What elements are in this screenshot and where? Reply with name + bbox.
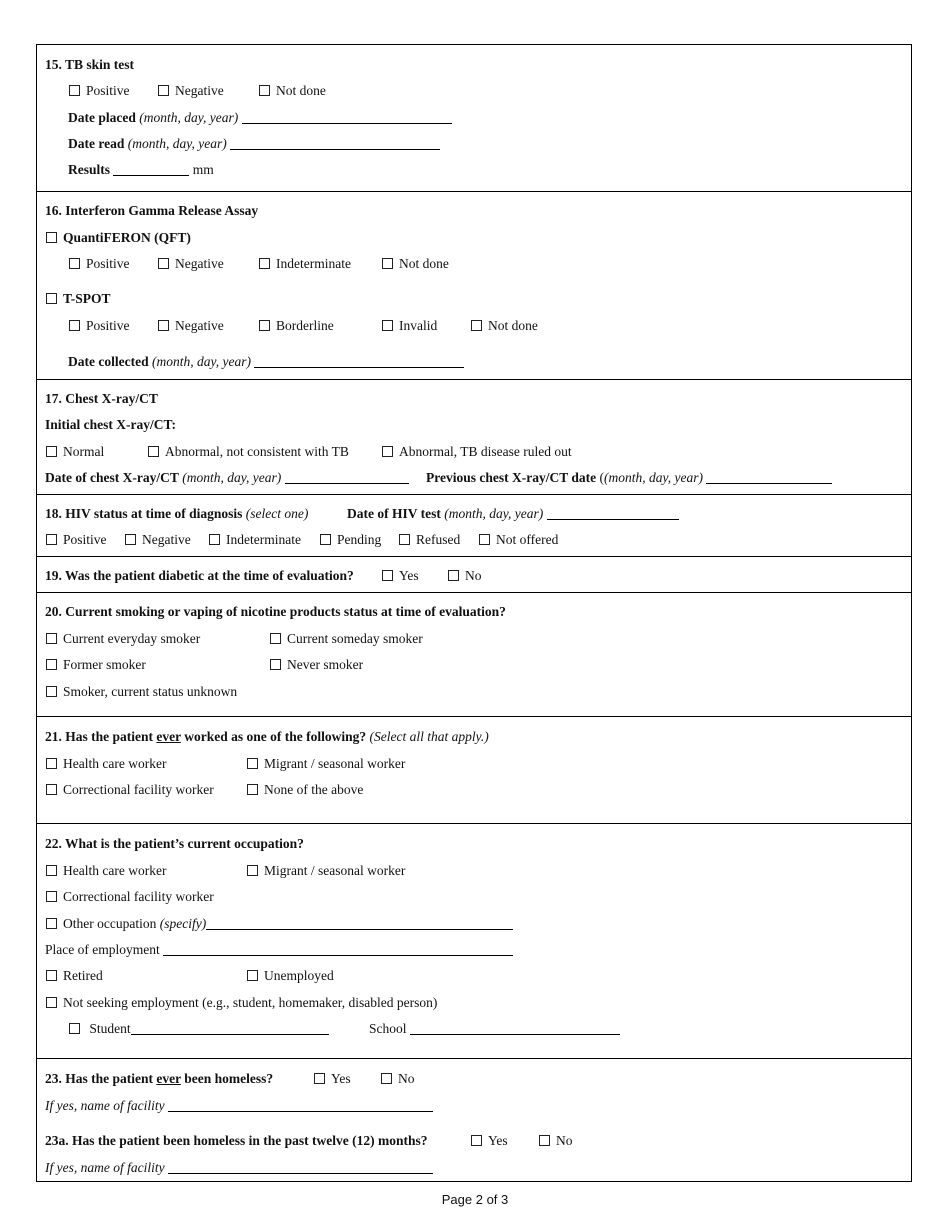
s16-tspot-negative-checkbox[interactable]: Negative — [158, 318, 224, 334]
s15-not-done-checkbox[interactable]: Not done — [259, 83, 326, 99]
checkbox-icon — [209, 534, 220, 545]
checkbox-icon — [46, 686, 57, 697]
s17-previous-date-field[interactable]: Previous chest X-ray/CT date ((month, day, year) — [426, 470, 832, 486]
checkbox-icon — [46, 970, 57, 981]
checkbox-icon — [259, 85, 270, 96]
s18-positive-checkbox[interactable]: Positive — [46, 532, 107, 548]
blank-line — [206, 917, 513, 930]
page-footer: Page 2 of 3 — [441, 1192, 509, 1207]
checkbox-icon — [247, 970, 258, 981]
s18-negative-checkbox[interactable]: Negative — [125, 532, 191, 548]
section-17 — [37, 379, 911, 494]
s18-title: 18. HIV status at time of diagnosis — [45, 506, 243, 521]
s22-title: 22. What is the patient’s current occupation? — [45, 836, 304, 851]
s21-correctional-checkbox[interactable]: Correctional facility worker — [46, 782, 214, 798]
s18-pending-checkbox[interactable]: Pending — [320, 532, 381, 548]
s19-yes-checkbox[interactable]: Yes — [382, 568, 419, 584]
s23-yes-checkbox[interactable]: Yes — [314, 1071, 351, 1087]
checkbox-icon — [399, 534, 410, 545]
s22-correctional-checkbox[interactable]: Correctional facility worker — [46, 889, 214, 905]
checkbox-icon — [259, 258, 270, 269]
s16-qft-indeterminate-checkbox[interactable]: Indeterminate — [259, 256, 351, 272]
s20-never-smoker-checkbox[interactable]: Never smoker — [270, 657, 363, 673]
checkbox-icon — [69, 85, 80, 96]
s16-tspot-invalid-checkbox[interactable]: Invalid — [382, 318, 437, 334]
checkbox-icon — [247, 758, 258, 769]
s15-date-read-field[interactable]: Date read (month, day, year) — [68, 136, 440, 152]
s20-former-smoker-checkbox[interactable]: Former smoker — [46, 657, 146, 673]
checkbox-icon — [46, 232, 57, 243]
section-20 — [37, 592, 911, 716]
checkbox-icon — [247, 865, 258, 876]
s22-not-seeking-checkbox[interactable]: Not seeking employment (e.g., student, homemaker, disabled person) — [46, 995, 437, 1011]
blank-line — [410, 1022, 620, 1035]
checkbox-icon — [46, 918, 57, 929]
s21-migrant-checkbox[interactable]: Migrant / seasonal worker — [247, 756, 405, 772]
s17-abnormal-not-tb-checkbox[interactable]: Abnormal, not consistent with TB — [148, 444, 349, 460]
s22-unemployed-checkbox[interactable]: Unemployed — [247, 968, 334, 984]
s18-refused-checkbox[interactable]: Refused — [399, 532, 460, 548]
s23-facility-field[interactable]: If yes, name of facility — [45, 1098, 433, 1114]
checkbox-icon — [46, 659, 57, 670]
s18-indeterminate-checkbox[interactable]: Indeterminate — [209, 532, 301, 548]
s16-tspot-positive-checkbox[interactable]: Positive — [69, 318, 130, 334]
s23-title: 23. Has the patient ever been homeless? — [45, 1071, 274, 1086]
s15-positive-checkbox[interactable]: Positive — [69, 83, 130, 99]
s22-health-care-checkbox[interactable]: Health care worker — [46, 863, 166, 879]
section-21 — [37, 716, 911, 823]
checkbox-icon — [69, 1023, 80, 1034]
s20-unknown-status-checkbox[interactable]: Smoker, current status unknown — [46, 684, 237, 700]
s16-qft-negative-checkbox[interactable]: Negative — [158, 256, 224, 272]
checkbox-icon — [270, 659, 281, 670]
blank-line — [230, 137, 440, 150]
checkbox-icon — [382, 570, 393, 581]
s16-tspot-checkbox[interactable]: T-SPOT — [46, 291, 111, 307]
s23-no-checkbox[interactable]: No — [381, 1071, 415, 1087]
checkbox-icon — [158, 258, 169, 269]
s18-not-offered-checkbox[interactable]: Not offered — [479, 532, 558, 548]
checkbox-icon — [382, 258, 393, 269]
s17-subtitle: Initial chest X-ray/CT: — [45, 417, 176, 432]
checkbox-icon — [46, 446, 57, 457]
s16-qft-not-done-checkbox[interactable]: Not done — [382, 256, 449, 272]
s23a-facility-field[interactable]: If yes, name of facility — [45, 1160, 433, 1176]
s22-migrant-checkbox[interactable]: Migrant / seasonal worker — [247, 863, 405, 879]
checkbox-icon — [270, 633, 281, 644]
checkbox-icon — [479, 534, 490, 545]
s19-title: 19. Was the patient diabetic at the time of evaluation? — [45, 568, 354, 583]
checkbox-icon — [448, 570, 459, 581]
s17-date-field[interactable]: Date of chest X-ray/CT (month, day, year) — [45, 470, 409, 486]
checkbox-icon — [471, 320, 482, 331]
s16-tspot-not-done-checkbox[interactable]: Not done — [471, 318, 538, 334]
s17-abnormal-ruled-out-checkbox[interactable]: Abnormal, TB disease ruled out — [382, 444, 572, 460]
checkbox-icon — [46, 534, 57, 545]
s22-place-of-employment-field[interactable]: Place of employment — [45, 942, 513, 958]
section-18: 18. HIV status at time of diagnosis (select one) Date of HIV test (month, day, year) Positive Negative Indeterminate Pending Refused Not offered — [37, 494, 911, 556]
blank-line — [285, 471, 409, 484]
s16-tspot-borderline-checkbox[interactable]: Borderline — [259, 318, 334, 334]
checkbox-icon — [158, 320, 169, 331]
checkbox-icon — [247, 784, 258, 795]
blank-line — [254, 355, 464, 368]
checkbox-icon — [46, 633, 57, 644]
s15-negative-checkbox[interactable]: Negative — [158, 83, 224, 99]
checkbox-icon — [46, 758, 57, 769]
checkbox-icon — [382, 320, 393, 331]
s17-title: 17. Chest X-ray/CT — [45, 391, 158, 406]
s22-student-field[interactable]: Student — [69, 1021, 329, 1037]
checkbox-icon — [320, 534, 331, 545]
blank-line — [547, 507, 679, 520]
s23a-no-checkbox[interactable]: No — [539, 1133, 573, 1149]
checkbox-icon — [539, 1135, 550, 1146]
s21-none-checkbox[interactable]: None of the above — [247, 782, 363, 798]
checkbox-icon — [381, 1073, 392, 1084]
section-23 — [37, 1058, 911, 1183]
s16-qft-positive-checkbox[interactable]: Positive — [69, 256, 130, 272]
s16-title: 16. Interferon Gamma Release Assay — [45, 203, 259, 218]
s15-title: 15. TB skin test — [45, 57, 135, 72]
s18-date-field[interactable]: Date of HIV test (month, day, year) — [347, 506, 679, 522]
s23a-title: 23a. Has the patient been homeless in the past twelve (12) months? — [45, 1133, 428, 1148]
section-22 — [37, 823, 911, 1058]
section-19 — [37, 556, 911, 592]
checkbox-icon — [46, 997, 57, 1008]
checkbox-icon — [69, 258, 80, 269]
blank-line — [168, 1161, 433, 1174]
checkbox-icon — [69, 320, 80, 331]
s22-school-field[interactable]: School — [369, 1021, 620, 1037]
blank-line — [706, 471, 832, 484]
checkbox-icon — [471, 1135, 482, 1146]
s23a-yes-checkbox[interactable]: Yes — [471, 1133, 508, 1149]
checkbox-icon — [46, 784, 57, 795]
s20-current-someday-checkbox[interactable]: Current someday smoker — [270, 631, 423, 647]
checkbox-icon — [148, 446, 159, 457]
s22-retired-checkbox[interactable]: Retired — [46, 968, 103, 984]
s19-no-checkbox[interactable]: No — [448, 568, 482, 584]
s16-qft-checkbox[interactable]: QuantiFERON (QFT) — [46, 230, 191, 246]
blank-line — [113, 163, 189, 176]
s21-health-care-checkbox[interactable]: Health care worker — [46, 756, 166, 772]
s20-title: 20. Current smoking or vaping of nicotine products status at time of evaluation? — [45, 604, 506, 619]
tb-form-page — [36, 44, 912, 1182]
blank-line — [131, 1022, 329, 1035]
blank-line — [242, 111, 452, 124]
checkbox-icon — [46, 891, 57, 902]
checkbox-icon — [382, 446, 393, 457]
blank-line — [163, 943, 513, 956]
checkbox-icon — [46, 865, 57, 876]
blank-line — [168, 1099, 433, 1112]
s22-other-occupation-field[interactable]: Other occupation (specify) — [46, 916, 513, 932]
checkbox-icon — [158, 85, 169, 96]
section-16 — [37, 191, 911, 379]
s15-results-field[interactable]: Results mm — [68, 162, 214, 177]
checkbox-icon — [314, 1073, 325, 1084]
checkbox-icon — [125, 534, 136, 545]
s17-normal-checkbox[interactable]: Normal — [46, 444, 104, 460]
s16-date-collected-field[interactable]: Date collected (month, day, year) — [68, 354, 464, 370]
s21-title: 21. Has the patient ever worked as one of the following? (Select all that apply.) — [45, 729, 489, 744]
checkbox-icon — [46, 293, 57, 304]
checkbox-icon — [259, 320, 270, 331]
s20-current-everyday-checkbox[interactable]: Current everyday smoker — [46, 631, 200, 647]
s15-date-placed-field[interactable]: Date placed (month, day, year) — [68, 110, 452, 126]
section-15 — [37, 45, 911, 191]
